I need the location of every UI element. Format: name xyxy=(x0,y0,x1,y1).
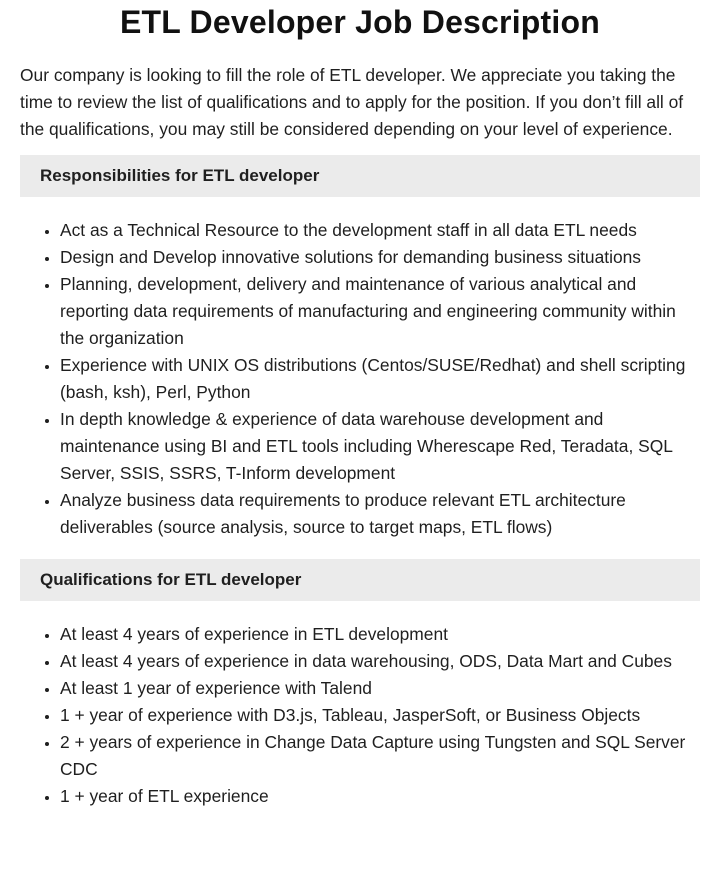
responsibilities-header: Responsibilities for ETL developer xyxy=(20,155,700,197)
intro-paragraph: Our company is looking to fill the role of ETL developer. We appreciate you taking the time to review the list of qualifications and to apply for the position. If you don’t fill all of the qualifications, you may still be considered depending on your level of experience. xyxy=(20,65,684,139)
list-item: • At least 4 years of experience in ETL development xyxy=(60,621,700,648)
responsibilities-list xyxy=(20,217,700,541)
list-item: • Analyze business data requirements to produce relevant ETL architecture deliverables (source analysis, source to target maps, ETL flows) xyxy=(60,487,700,541)
qualifications-header: Qualifications for ETL developer xyxy=(20,559,700,601)
list-item: • 2 + years of experience in Change Data Capture using Tungsten and SQL Server CDC xyxy=(60,729,700,783)
list-item: • In depth knowledge & experience of data warehouse development and maintenance using BI and ETL tools including Wherescape Red, Teradata, SQL Server, SSIS, SSRS, T-Inform development xyxy=(60,406,700,487)
page-title: ETL Developer Job Description xyxy=(120,4,600,40)
list-item: • At least 1 year of experience with Talend xyxy=(60,675,700,702)
list-item: • Planning, development, delivery and maintenance of various analytical and reporting data requirements of manufacturing and engineering community within the organization xyxy=(60,271,700,352)
list-item: • 1 + year of ETL experience xyxy=(60,783,700,810)
qualifications-list xyxy=(20,621,700,810)
list-item: • Act as a Technical Resource to the development staff in all data ETL needs xyxy=(60,217,700,244)
list-item: • 1 + year of experience with D3.js, Tableau, JasperSoft, or Business Objects xyxy=(60,702,700,729)
list-item: • Experience with UNIX OS distributions (Centos/SUSE/Redhat) and shell scripting (bash, ksh), Perl, Python xyxy=(60,352,700,406)
list-item: • At least 4 years of experience in data warehousing, ODS, Data Mart and Cubes xyxy=(60,648,700,675)
list-item: • Design and Develop innovative solutions for demanding business situations xyxy=(60,244,700,271)
